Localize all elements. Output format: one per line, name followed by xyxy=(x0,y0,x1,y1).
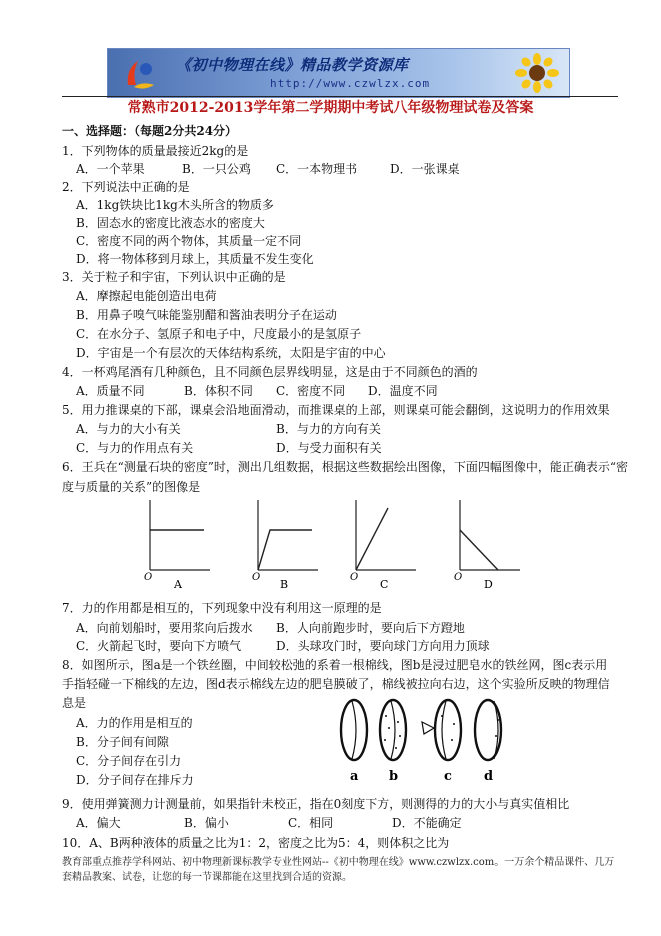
question-line: C．与力的作用点有关 xyxy=(76,441,194,455)
soap-film-figure xyxy=(330,694,510,784)
question-line: B．偏小 xyxy=(184,816,229,830)
question-line: 4．一杯鸡尾酒有几种颜色，且不同颜色层界线明显，这是由于不同颜色的酒的 xyxy=(62,365,478,379)
fig8-label-c: c xyxy=(444,769,452,784)
graph-b-label: B xyxy=(280,578,289,588)
question-line: B．分子间有间隙 xyxy=(76,735,169,749)
question-line: C．密度不同的两个物体，其质量一定不同 xyxy=(76,234,302,248)
banner-url[interactable]: http://www.czwlzx.com xyxy=(270,77,431,90)
question-line: 6．王兵在“测量石块的密度”时，测出几组数据，根据这些数据绘出图像，下面四幅图像中，能正确表示“密 xyxy=(62,460,629,474)
question-line: A．偏大 xyxy=(76,816,121,830)
question-line: C．在水分子、氢原子和电子中，尺度最小的是氢原子 xyxy=(76,327,362,341)
question-line: 息是 xyxy=(62,696,87,710)
question-line: A．质量不同 xyxy=(76,384,145,398)
question-line: B．与力的方向有关 xyxy=(276,422,381,436)
graph-a-label: A xyxy=(174,578,182,588)
graph-b xyxy=(250,496,320,588)
question-line: 10．A、B两种液体的质量之比为1：2，密度之比为5：4，则体积之比为 xyxy=(62,836,450,850)
graph-c-origin: O xyxy=(350,572,359,583)
question-line: B．体积不同 xyxy=(184,384,253,398)
question-line: D．分子间存在排斥力 xyxy=(76,773,194,787)
banner-title: 《初中物理在线》精品教学资源库 xyxy=(176,56,409,74)
question-line: 5．用力推课桌的下部，课桌会沿地面滑动，而推课桌的上部，则课桌可能会翻倒，这说明力的作用效果 xyxy=(62,403,610,417)
question-line: B．用鼻子嗅气味能鉴别醋和酱油表明分子在运动 xyxy=(76,308,337,322)
question-line: C．密度不同 xyxy=(276,384,346,398)
question-line: A．摩擦起电能创造出电荷 xyxy=(76,289,217,303)
question-line: C．相同 xyxy=(288,816,334,830)
question-line: C．火箭起飞时，要向下方喷气 xyxy=(76,639,242,653)
question-line: D．宇宙是一个有层次的天体结构系统，太阳是宇宙的中心 xyxy=(76,346,386,360)
question-line: 7．力的作用都是相互的，下列现象中没有利用这一原理的是 xyxy=(62,601,382,615)
question-line: D．不能确定 xyxy=(392,816,462,830)
question-line: D．一张课桌 xyxy=(390,162,460,176)
question-line: C．分子间存在引力 xyxy=(76,754,182,768)
graph-d xyxy=(452,496,522,588)
question-line: A．向前划船时，要用浆向后拨水 xyxy=(76,621,253,635)
question-line: A．一个苹果 xyxy=(76,162,145,176)
question-line: A．力的作用是相互的 xyxy=(76,716,193,730)
graph-d-origin: O xyxy=(454,572,463,583)
question-line: B．固态水的密度比液态水的密度大 xyxy=(76,216,265,230)
question-line: B．一只公鸡 xyxy=(182,162,251,176)
question-line: D．与受力面积有关 xyxy=(276,441,382,455)
question-line: D．温度不同 xyxy=(368,384,438,398)
question-line: 手指轻碰一下棉线的左边，图d表示棉线左边的肥皂膜破了，棉线被拉向右边，这个实验所反映的物理信 xyxy=(62,677,610,691)
page-footer: 教育部重点推荐学科网站、初中物理新课标教学专业性网站--《初中物理在线》www.czwlzx.com。一万余个精品课件、几万套精品教案、试卷，让您的每一节课都能在这里找到合适的资源。 xyxy=(62,857,615,883)
fig8-label-b: b xyxy=(389,769,399,784)
fig8-label-a: a xyxy=(350,769,359,784)
question-line: 9．使用弹簧测力计测量前，如果指针未校正，指在0刻度下方，则测得的力的大小与真实值相比 xyxy=(62,797,570,811)
graph-d-label: D xyxy=(484,578,493,588)
graph-c-label: C xyxy=(380,578,389,588)
question-line: D．头球攻门时，要向球门方向用力顶球 xyxy=(276,639,490,653)
question-line: 度与质量的关系”的图像是 xyxy=(62,480,201,494)
section-heading: 一、选择题：（每题2分共24分） xyxy=(62,124,238,138)
graph-a xyxy=(142,496,212,588)
question-line: B．人向前跑步时，要向后下方蹬地 xyxy=(276,621,465,635)
question-line: 2．下列说法中正确的是 xyxy=(62,180,190,194)
question-line: D．将一物体移到月球上，其质量不发生变化 xyxy=(76,252,314,266)
question-line: 8．如图所示，图a是一个铁丝圈，中间较松弛的系着一根棉线，图b是浸过肥皂水的铁丝网，图c表示用 xyxy=(62,658,608,672)
header-banner[interactable] xyxy=(107,48,570,98)
sunflower-icon xyxy=(515,53,559,93)
question-line: A．1kg铁块比1kg木头所含的物质多 xyxy=(76,198,274,212)
graph-c xyxy=(348,496,418,588)
question-line: A．与力的大小有关 xyxy=(76,422,181,436)
question-line: 1．下列物体的质量最接近2kg的是 xyxy=(62,144,249,158)
fig8-label-d: d xyxy=(484,769,494,784)
question-line: C．一本物理书 xyxy=(276,162,358,176)
graph-a-origin: O xyxy=(144,572,153,583)
graph-b-origin: O xyxy=(252,572,261,583)
question-line: 3．关于粒子和宇宙，下列认识中正确的是 xyxy=(62,270,286,284)
logo-icon xyxy=(124,55,158,91)
page-title: 常熟市2012-2013学年第二学期期中考试八年级物理试卷及答案 xyxy=(127,100,534,116)
